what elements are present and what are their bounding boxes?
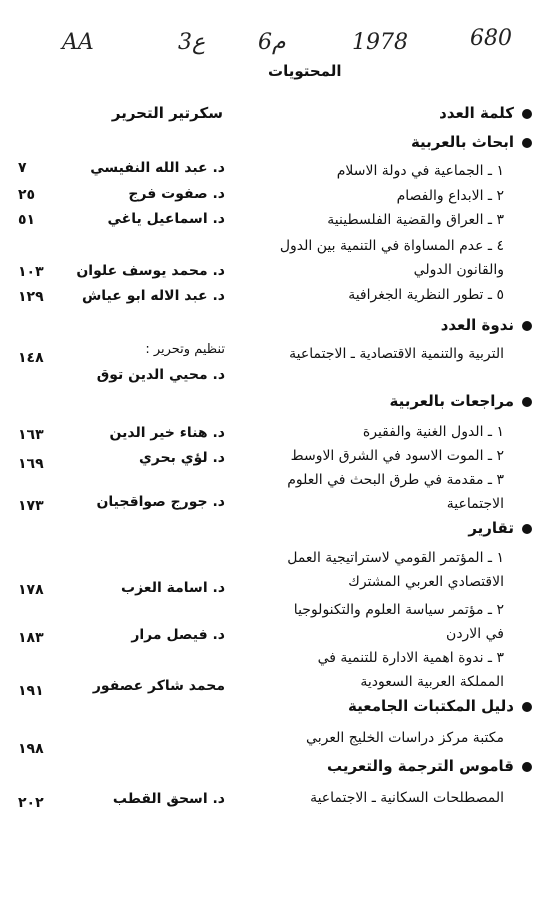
research-item-2: ٢ ـ الابداع والفصام	[396, 188, 504, 204]
review-page-3: ١٧٣	[18, 498, 44, 514]
review-page-1: ١٦٣	[18, 427, 44, 443]
research-author-4: د. محمد يوسف علوان	[76, 263, 225, 279]
report-page-3: ١٩١	[18, 683, 44, 699]
report-author-2: د. فيصل مرار	[131, 627, 225, 643]
dictionary-page: ٢٠٢	[18, 795, 44, 811]
section-title: مراجعات بالعربية	[389, 392, 514, 410]
bullet-icon	[522, 109, 532, 119]
handwritten-year: 1978	[352, 30, 408, 55]
page-title: المحتويات	[268, 62, 342, 80]
research-page-1: ٧	[18, 160, 27, 176]
research-item-1: ١ ـ الجماعية في دولة الاسلام	[336, 163, 504, 179]
review-author-2: د. لؤي بحري	[138, 450, 225, 466]
section-library-guide	[348, 697, 532, 715]
section-editorial	[439, 104, 532, 122]
report-author-3: محمد شاكر عصفور	[92, 678, 225, 694]
section-title: تقارير	[468, 519, 514, 537]
section-title: ابحاث بالعربية	[410, 133, 514, 151]
bullet-icon	[522, 702, 532, 712]
research-page-5: ١٢٩	[18, 289, 44, 305]
bullet-icon	[522, 138, 532, 148]
section-symposium	[441, 316, 532, 334]
section-title: كلمة العدد	[439, 104, 514, 122]
section-arabic-research	[411, 133, 532, 151]
bullet-icon	[522, 321, 532, 331]
bullet-icon	[522, 524, 532, 534]
research-author-1: د. عبد الله النفيسي	[90, 160, 225, 176]
library-guide-page: ١٩٨	[18, 741, 44, 757]
review-item-2: ٢ ـ الموت الاسود في الشرق الاوسط	[290, 448, 504, 464]
report-page-2: ١٨٣	[18, 630, 44, 646]
research-page-3: ٥١	[18, 212, 36, 228]
research-author-3: د. اسماعيل ياغي	[107, 211, 225, 227]
handwritten-mark-1: AA	[62, 30, 94, 55]
review-page-2: ١٦٩	[18, 456, 44, 472]
report-item-1: ١ ـ المؤتمر القومي لاستراتيجية العمل الاقتصادي العربي المشترك	[287, 550, 504, 590]
research-author-2: د. صفوت فرج	[128, 186, 225, 202]
symposium-page: ١٤٨	[18, 350, 44, 366]
bullet-icon	[522, 762, 532, 772]
library-guide-text: مكتبة مركز دراسات الخليج العربي	[306, 730, 504, 746]
editorial-author: سكرتير التحرير	[111, 104, 223, 122]
section-title: دليل المكتبات الجامعية	[348, 697, 514, 715]
dictionary-text: المصطلحات السكانية ـ الاجتماعية	[310, 790, 504, 806]
section-dictionary	[327, 757, 532, 775]
review-author-1: د. هناء خير الدين	[109, 425, 225, 441]
report-author-1: د. اسامة العزب	[121, 580, 225, 596]
section-title: ندوة العدد	[440, 316, 514, 334]
review-item-3: ٣ ـ مقدمة في طرق البحث في العلوم الاجتماعية	[287, 472, 504, 512]
research-page-2: ٢٥	[18, 187, 36, 203]
section-reports	[468, 519, 532, 537]
research-item-3: ٣ ـ العراق والقضية الفلسطينية	[327, 212, 504, 228]
report-item-3: ٣ ـ ندوة اهمية الادارة للتنمية في المملكة العربية السعودية	[317, 650, 504, 690]
research-item-4: ٤ ـ عدم المساواة في التنمية بين الدول والقانون الدولي	[279, 238, 504, 278]
research-author-5: د. عبد الاله ابو عياش	[81, 288, 225, 304]
report-page-1: ١٧٨	[18, 582, 44, 598]
section-reviews	[389, 392, 532, 410]
bullet-icon	[522, 397, 532, 407]
review-author-3: د. جورج صواقجيان	[96, 494, 225, 510]
report-item-2: ٢ ـ مؤتمر سياسة العلوم والتكنولوجيا في الاردن	[293, 602, 504, 642]
review-item-1: ١ ـ الدول الغنية والفقيرة	[362, 424, 504, 440]
dictionary-author: د. اسحق القطب	[112, 791, 225, 807]
symposium-text: التربية والتنمية الاقتصادية ـ الاجتماعية	[289, 346, 504, 362]
handwritten-mark-3: 6م	[258, 30, 286, 55]
handwritten-mark-2: 3ع	[178, 30, 206, 55]
symposium-label: تنظيم وتحرير :	[145, 342, 225, 357]
symposium-author: د. محيي الدين توق	[96, 367, 225, 383]
research-page-4: ١٠٣	[18, 264, 44, 280]
handwritten-number: 680	[470, 26, 512, 51]
research-item-5: ٥ ـ تطور النظرية الجغرافية	[348, 287, 504, 303]
section-title: قاموس الترجمة والتعريب	[326, 757, 514, 775]
